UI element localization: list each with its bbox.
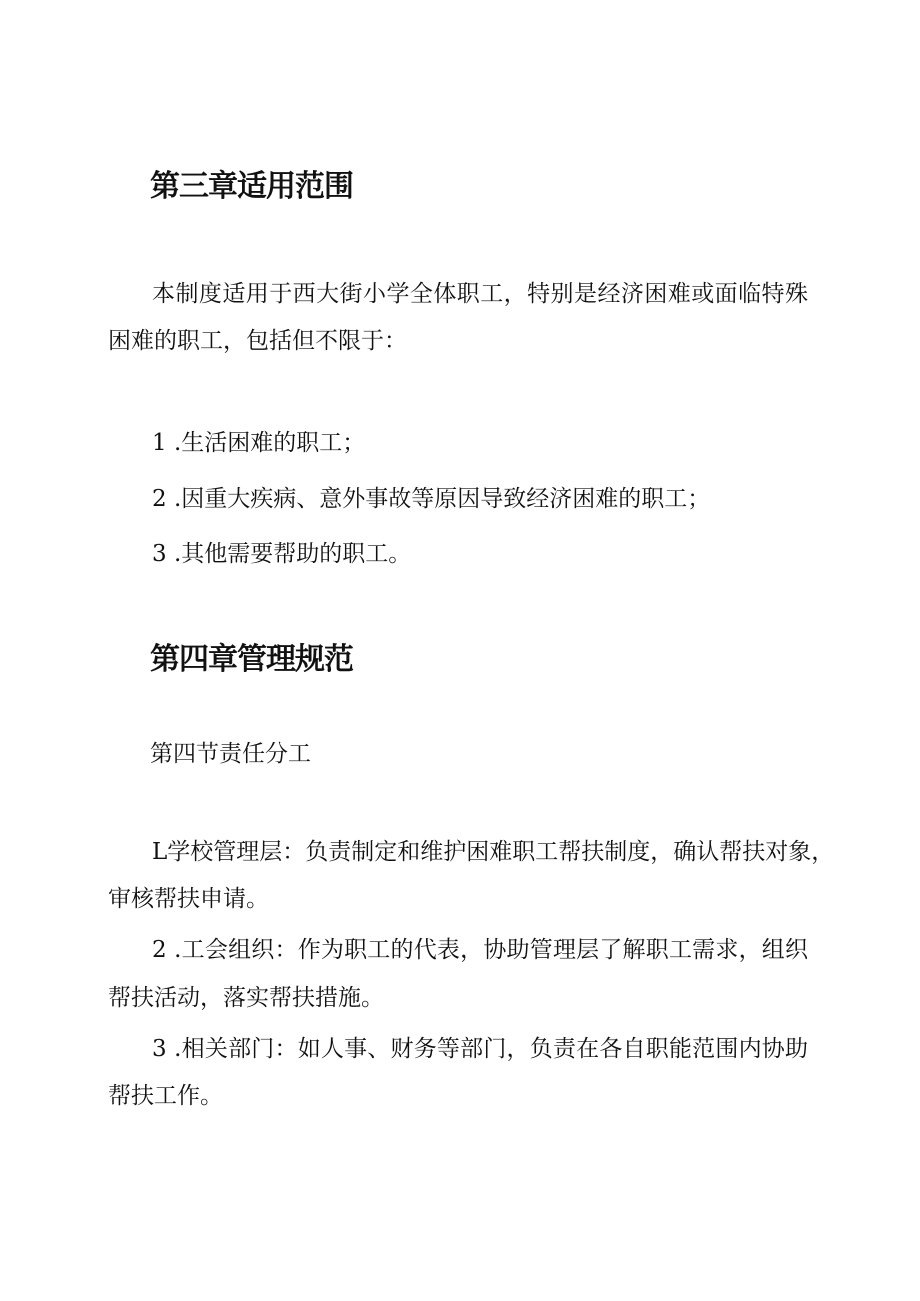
chapter-3-title: 第三章适用范围 (150, 169, 353, 204)
duty-2-line-1: 2 .工会组织：作为职工的代表，协助管理层了解职工需求，组织 (152, 937, 808, 963)
duty-2-line-2: 帮扶活动，落实帮扶措施。 (108, 985, 384, 1011)
duty-3-line-2: 帮扶工作。 (108, 1083, 223, 1109)
duty-1-line-1: L学校管理层：负责制定和维护困难职工帮扶制度，确认帮扶对象， (152, 839, 835, 865)
scope-item-2: 2 .因重大疾病、意外事故等原因导致经济困难的职工； (152, 486, 711, 512)
chapter-4-title: 第四章管理规范 (150, 642, 353, 677)
chapter-3-intro-line-2: 困难的职工，包括但不限于： (108, 328, 407, 354)
section-4-title: 第四节责任分工 (150, 741, 311, 767)
chapter-3-intro-line-1: 本制度适用于西大街小学全体职工，特别是经济困难或面临特殊 (152, 281, 808, 307)
scope-item-3: 3 .其他需要帮助的职工。 (152, 541, 412, 567)
duty-3-line-1: 3 .相关部门：如人事、财务等部门，负责在各自职能范围内协助 (152, 1036, 808, 1062)
scope-item-1: 1 .生活困难的职工； (152, 430, 366, 456)
duty-1-line-2: 审核帮扶申请。 (108, 886, 269, 912)
